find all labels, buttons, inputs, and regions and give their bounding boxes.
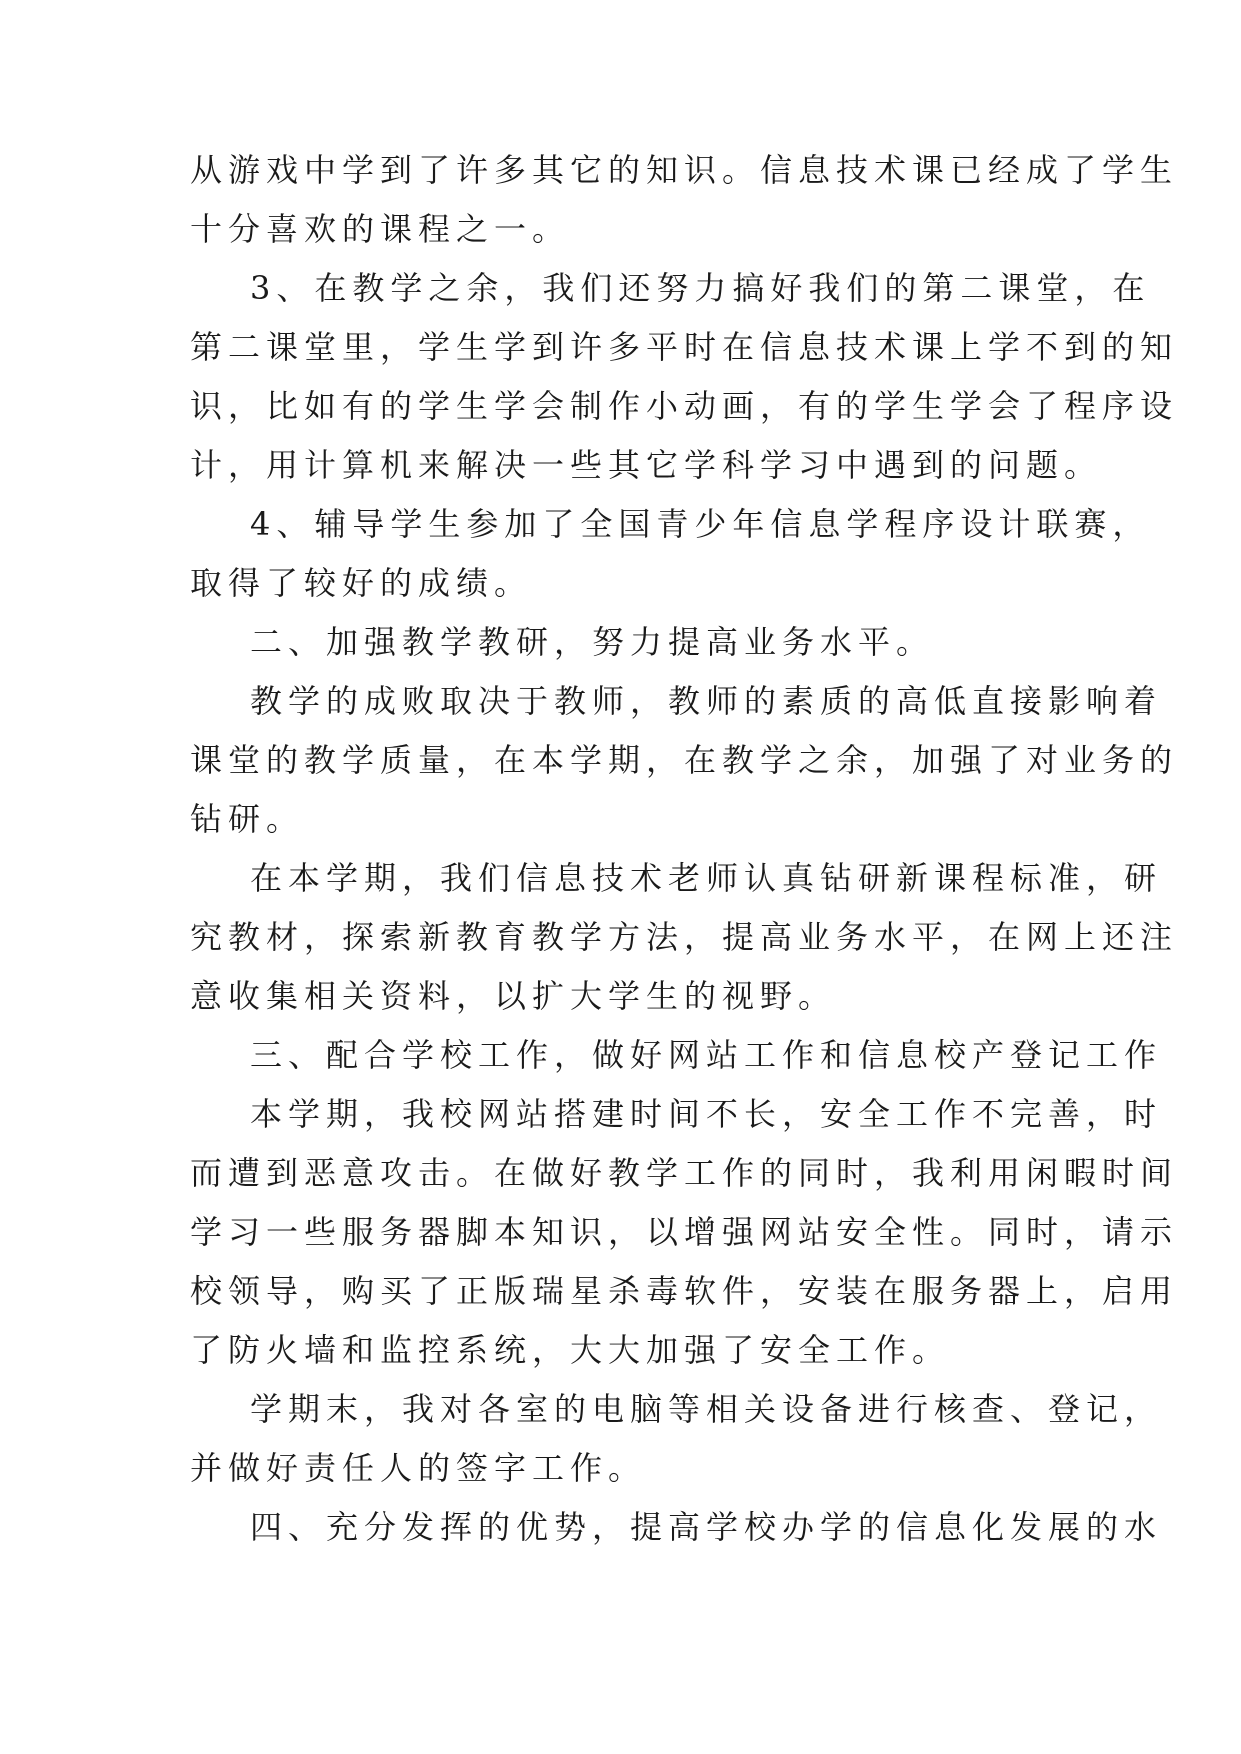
text-line: 学习一些服务器脚本知识，以增强网站安全性。同时，请示 [190, 1213, 1179, 1251]
text-line: 在本学期，我们信息技术老师认真钻研新课程标准，研 [250, 859, 1163, 897]
text-line: 计，用计算机来解决一些其它学科学习中遇到的问题。 [190, 446, 1103, 484]
text-line: 十分喜欢的课程之一。 [190, 210, 571, 248]
text-line: 识，比如有的学生学会制作小动画，有的学生学会了程序设 [190, 387, 1179, 425]
text-line: 教学的成败取决于教师，教师的素质的高低直接影响着 [250, 682, 1163, 720]
section-heading: 三、配合学校工作，做好网站工作和信息校产登记工作 [250, 1036, 1163, 1074]
text-line: 而遭到恶意攻击。在做好教学工作的同时，我利用闲暇时间 [190, 1154, 1179, 1192]
text-line: 了防火墙和监控系统，大大加强了安全工作。 [190, 1331, 951, 1369]
text-line: 究教材，探索新教育教学方法，提高业务水平，在网上还注 [190, 918, 1179, 956]
section-heading: 四、充分发挥的优势，提高学校办学的信息化发展的水 [250, 1508, 1163, 1546]
text-line: 校领导，购买了正版瑞星杀毒软件，安装在服务器上，启用 [190, 1272, 1179, 1310]
text-line: 并做好责任人的签字工作。 [190, 1449, 647, 1487]
text-line: 从游戏中学到了许多其它的知识。信息技术课已经成了学生 [190, 151, 1179, 189]
section-heading: 二、加强教学教研，努力提高业务水平。 [250, 623, 935, 661]
text-line: 意收集相关资料，以扩大学生的视野。 [190, 977, 837, 1015]
text-line: 取得了较好的成绩。 [190, 564, 533, 602]
text-line: 3、在教学之余，我们还努力搞好我们的第二课堂，在 [250, 269, 1151, 307]
text-line: 第二课堂里，学生学到许多平时在信息技术课上学不到的知 [190, 328, 1179, 366]
text-line: 本学期，我校网站搭建时间不长，安全工作不完善，时 [250, 1095, 1163, 1133]
text-line: 4、辅导学生参加了全国青少年信息学程序设计联赛， [250, 505, 1151, 543]
text-line: 课堂的教学质量，在本学期，在教学之余，加强了对业务的 [190, 741, 1179, 779]
text-line: 学期末，我对各室的电脑等相关设备进行核查、登记， [250, 1390, 1163, 1428]
text-line: 钻研。 [190, 800, 305, 838]
